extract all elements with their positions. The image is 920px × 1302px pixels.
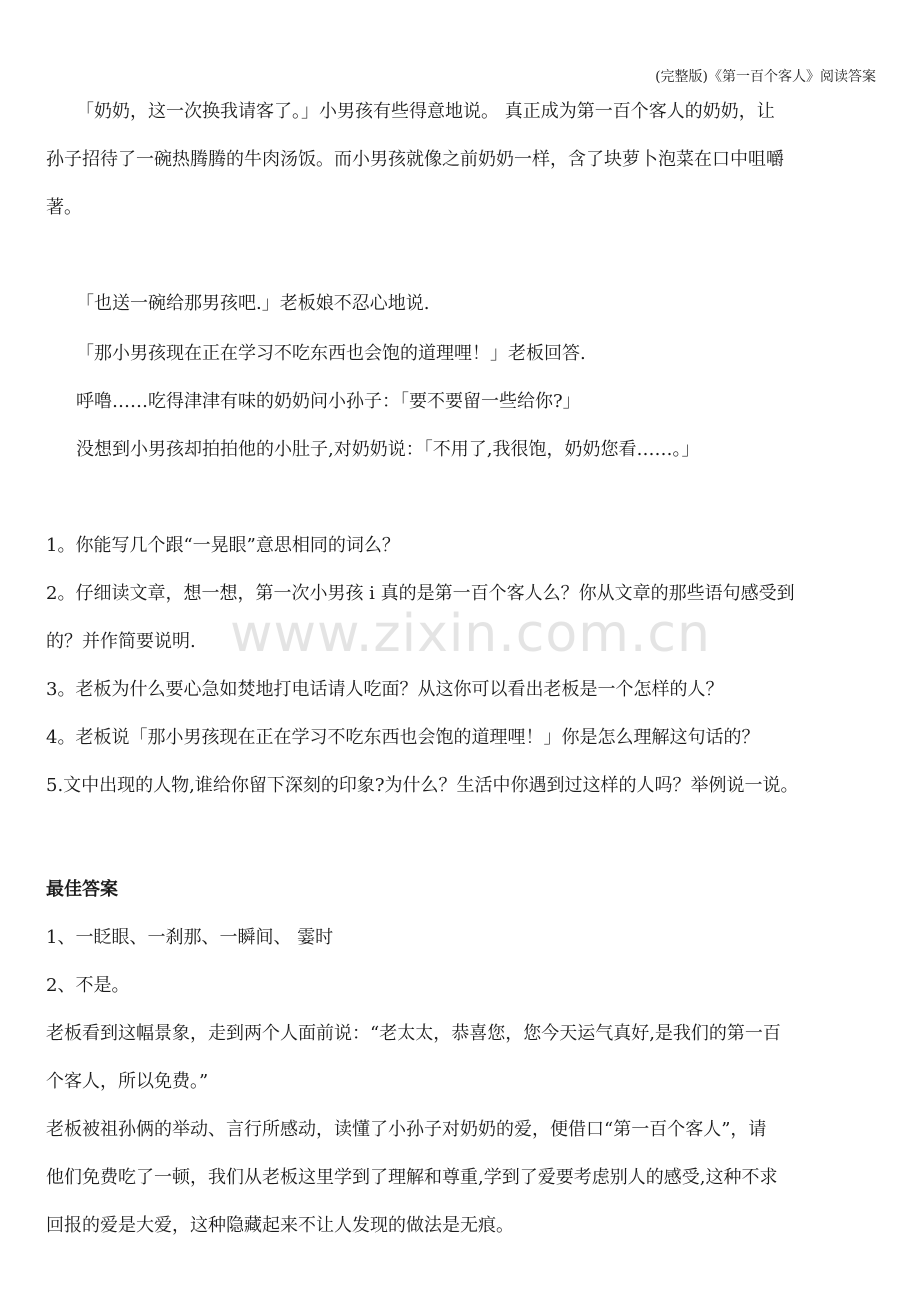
story-p1-line1: 「奶奶，这一次换我请客了。」小男孩有些得意地说。 真正成为第一百个客人的奶奶，让 — [76, 101, 775, 122]
question-2-line1: 2。仔细读文章，想一想，第一次小男孩 i 真的是第一百个客人么？你从文章的那些语句感受到 — [46, 583, 795, 604]
answer-1: 1、一眨眼、一刹那、一瞬间、 霎时 — [46, 927, 334, 948]
question-5: 5.文中出现的人物,谁给你留下深刻的印象?为什么？生活中你遇到过这样的人吗？举例说一说。 — [46, 775, 799, 796]
answer-2: 2、不是。 — [46, 975, 130, 996]
story-p2: 「也送一碗给那男孩吧.」老板娘不忍心地说. — [76, 293, 430, 314]
document-header: (完整版)《第一百个客人》阅读答案 — [655, 69, 876, 85]
story-p4: 呼噜……吃得津津有味的奶奶问小孙子：「要不要留一些给你?」 — [76, 391, 581, 412]
question-1: 1。你能写几个跟“一晃眼”意思相同的词么？ — [46, 535, 400, 556]
answer-2-more-line2: 他们免费吃了一顿，我们从老板这里学到了理解和尊重,学到了爱要考虑别人的感受,这种不求 — [46, 1167, 778, 1188]
question-3: 3。老板为什么要心急如焚地打电话请人吃面？从这你可以看出老板是一个怎样的人？ — [46, 679, 724, 700]
answer-2-more-line1: 老板被祖孙俩的举动、言行所感动，读懂了小孙子对奶奶的爱，便借口“第一百个客人”，请 — [46, 1119, 767, 1140]
answer-2-detail-line2: 个客人，所以免费。” — [46, 1071, 209, 1092]
question-4: 4。老板说「那小男孩现在正在学习不吃东西也会饱的道理哩！」你是怎么理解这句话的？ — [46, 727, 760, 748]
answer-2-more-line3: 回报的爱是大爱，这种隐藏起来不让人发现的做法是无痕。 — [46, 1215, 514, 1236]
story-p5: 没想到小男孩却拍拍他的小肚子,对奶奶说：「不用了,我很饱，奶奶您看……。」 — [76, 439, 700, 460]
answer-2-detail-line1: 老板看到这幅景象，走到两个人面前说：“老太太，恭喜您，您今天运气真好,是我们的第一百 — [46, 1023, 781, 1044]
question-2-line2: 的？并作简要说明. — [46, 631, 196, 652]
story-p3: 「那小男孩现在正在学习不吃东西也会饱的道理哩！」老板回答. — [76, 343, 586, 364]
story-p1-line3: 著。 — [46, 197, 82, 218]
watermark: www.zixin.com.cn — [230, 604, 711, 664]
story-p1-line2: 孙子招待了一碗热腾腾的牛肉汤饭。而小男孩就像之前奶奶一样，含了块萝卜泡菜在口中咀嚼 — [46, 149, 784, 170]
answers-heading: 最佳答案 — [46, 879, 118, 900]
